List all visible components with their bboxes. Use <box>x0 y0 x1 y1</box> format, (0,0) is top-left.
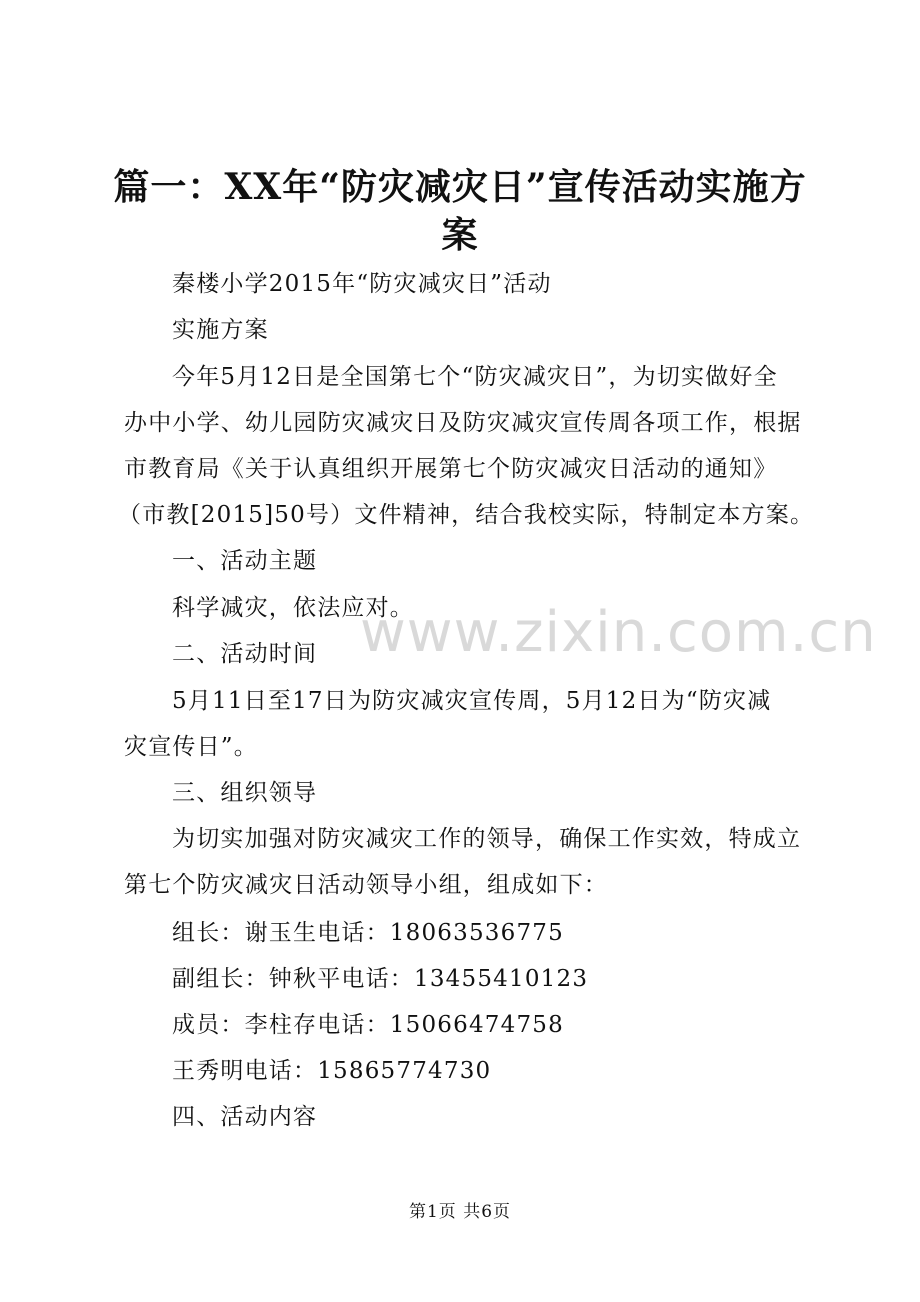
page-footer: 第1页 共6页 <box>408 1202 512 1222</box>
contact-line: 王秀明电话：15865774730 <box>172 1058 492 1084</box>
plan-heading-line: 实施方案 <box>172 317 269 343</box>
paragraph-line: 为切实加强对防灾减灾工作的领导，确保工作实效，特成立 <box>172 826 802 852</box>
school-heading-line: 秦楼小学2015年“防灾减灾日”活动 <box>172 271 552 297</box>
paragraph-line: 5月11日至17日为防灾减灾宣传周，5月12日为“防灾减 <box>172 688 772 714</box>
section-heading: 二、活动时间 <box>172 641 318 667</box>
section-heading: 一、活动主题 <box>172 548 318 574</box>
contact-line: 成员：李柱存电话：15066474758 <box>172 1012 564 1038</box>
document-title-line-1: 篇一：XX年“防灾减灾日”宣传活动实施方 <box>113 166 807 208</box>
section-heading: 三、组织领导 <box>172 780 318 806</box>
document-title-line-2: 案 <box>441 214 479 256</box>
paragraph-line: 灾宣传日”。 <box>124 734 258 760</box>
paragraph-line: 科学减灾，依法应对。 <box>172 595 414 621</box>
paragraph-line: 办中小学、幼儿园防灾减灾日及防灾减灾宣传周各项工作，根据 <box>124 410 802 436</box>
section-heading: 四、活动内容 <box>172 1104 318 1130</box>
contact-line: 组长：谢玉生电话：18063536775 <box>172 920 564 946</box>
paragraph-line: （市教[2015]50号）文件精神，结合我校实际，特制定本方案。 <box>118 502 815 528</box>
watermark: www.zixin.com.cn <box>360 600 877 665</box>
paragraph-line: 第七个防灾减灾日活动领导小组，组成如下： <box>124 872 608 898</box>
contact-line: 副组长：钟秋平电话：13455410123 <box>172 966 589 992</box>
paragraph-line: 市教育局《关于认真组织开展第七个防灾减灾日活动的通知》 <box>124 456 778 482</box>
paragraph-line: 今年5月12日是全国第七个“防灾减灾日”，为切实做好全 <box>172 364 778 390</box>
